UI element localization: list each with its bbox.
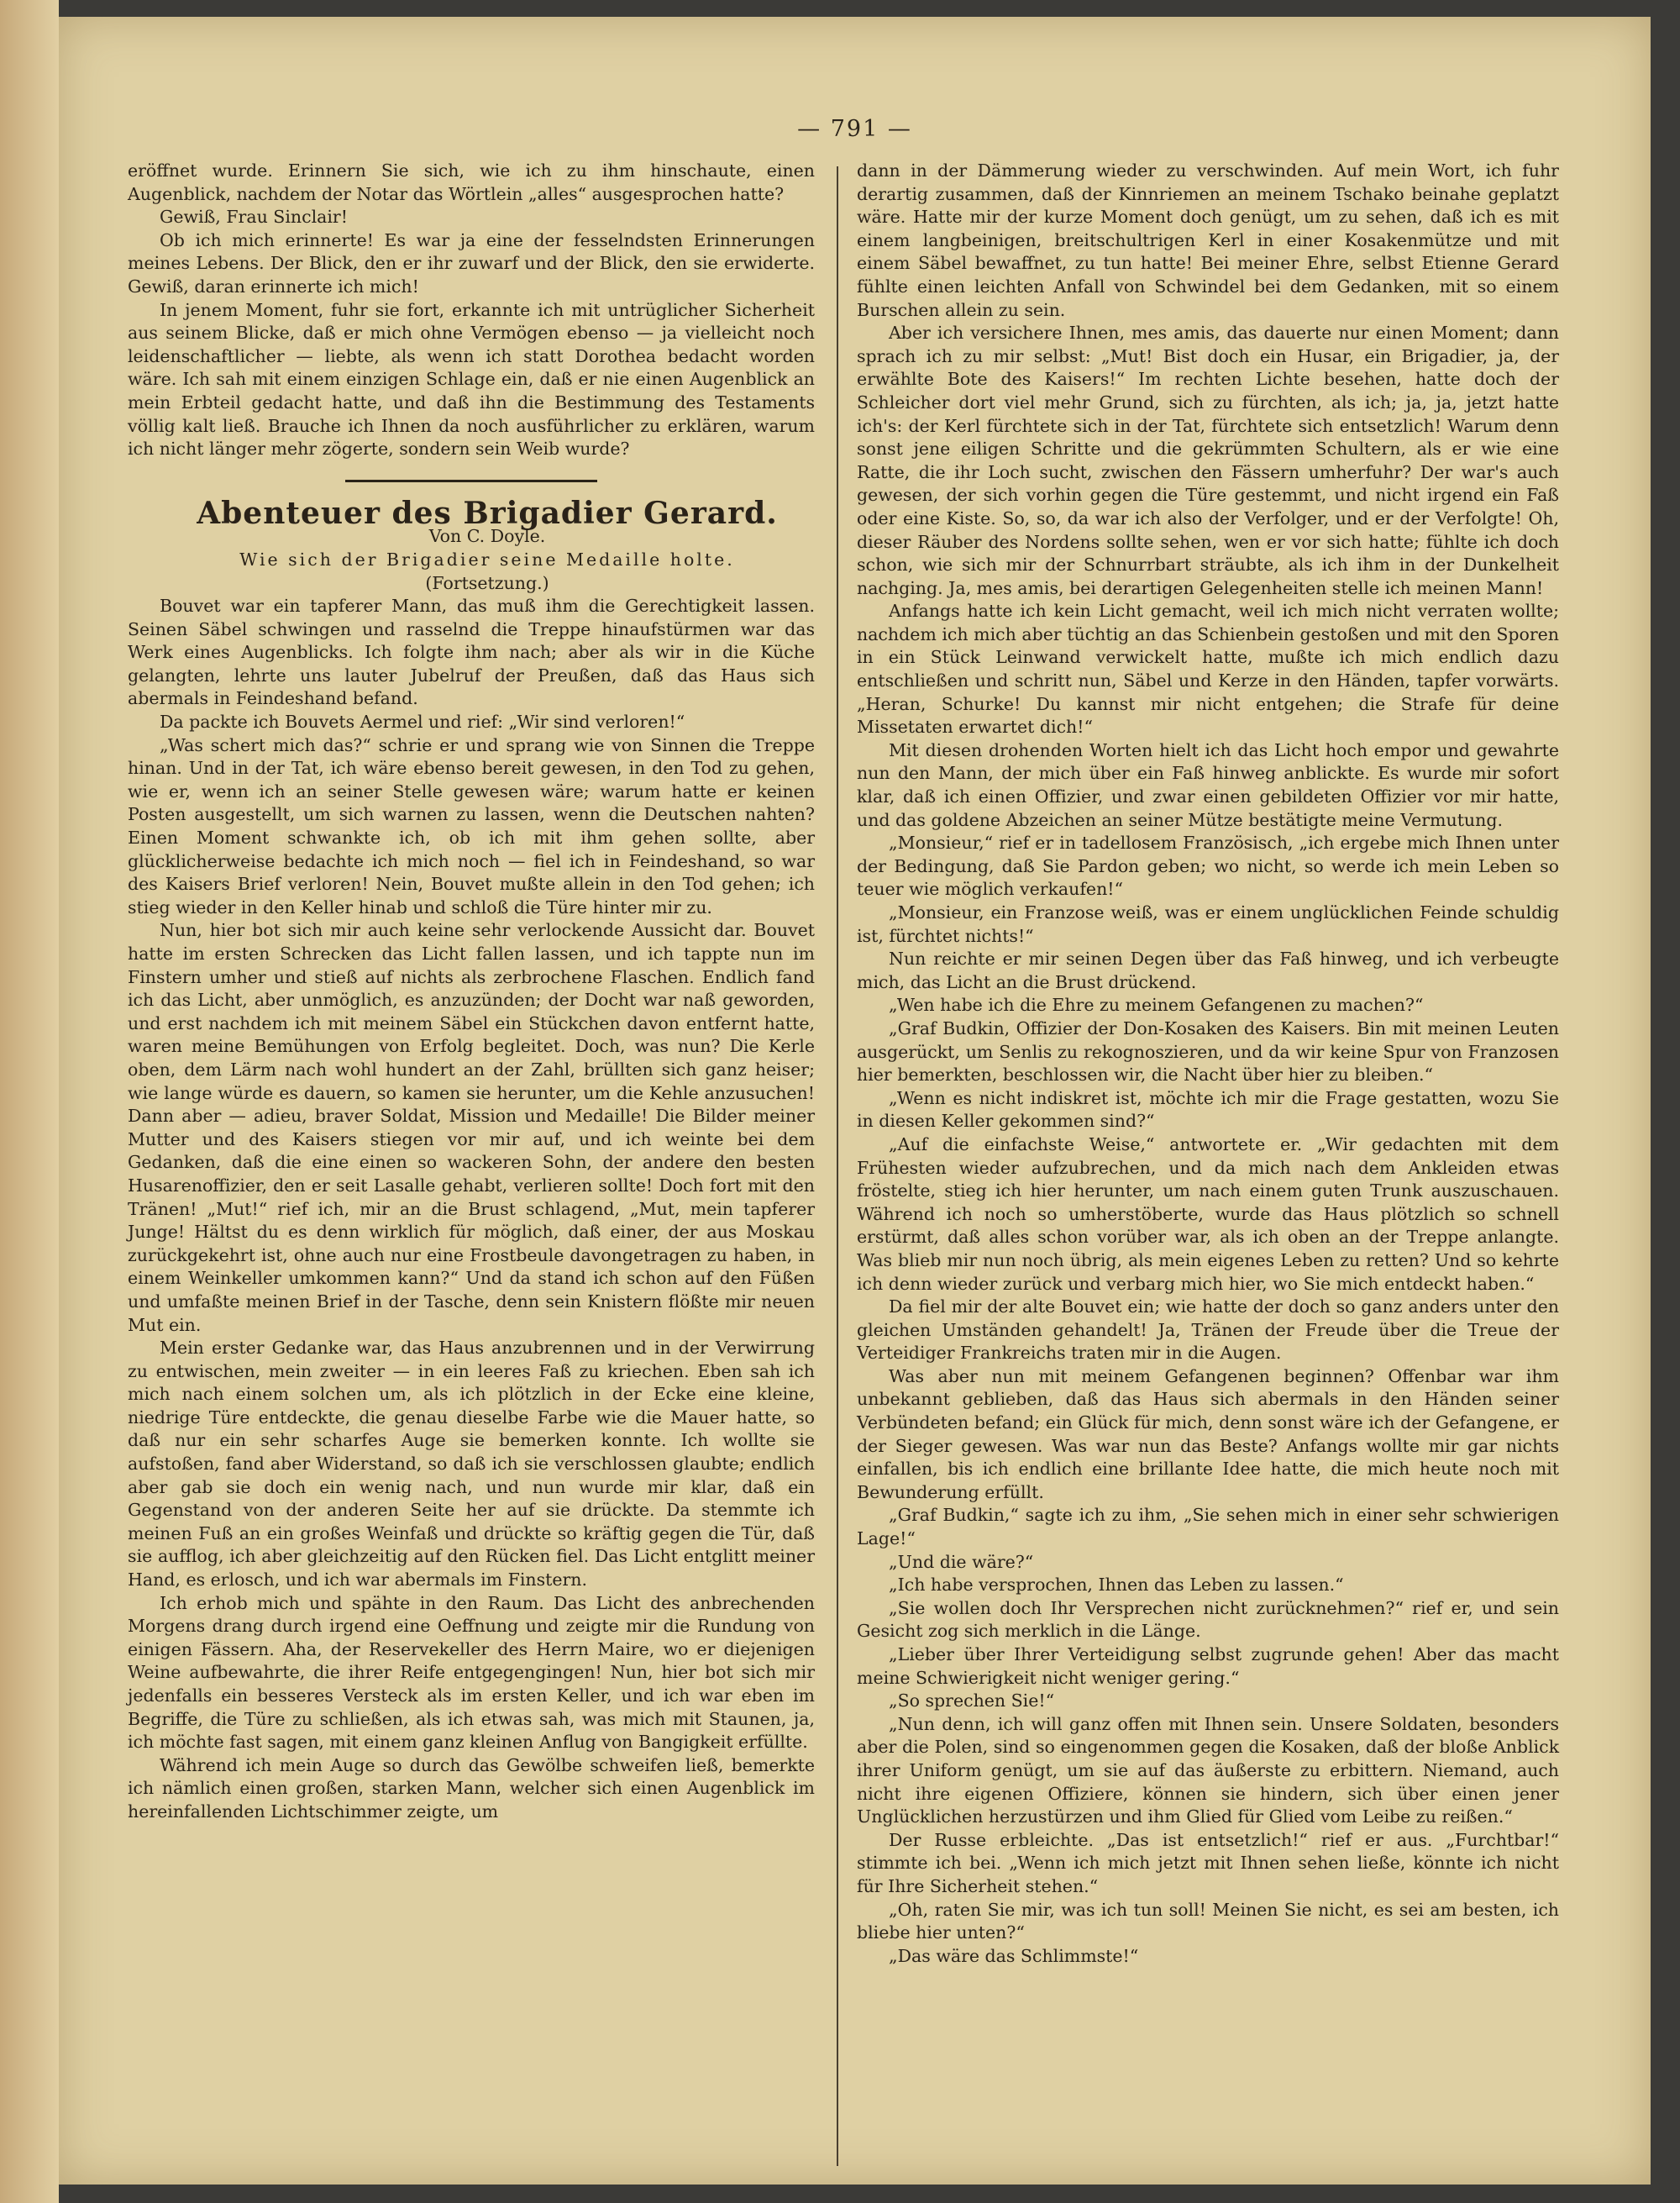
paragraph: Während ich mein Auge so durch das Gewölbe schweifen ließ, bemerkte ich nämlich einen großen, starken Mann, welcher sich einen Augenblick im hereinfallenden Lichtschimmer zeigte, um bbox=[128, 1754, 815, 1822]
paragraph: „Lieber über Ihrer Verteidigung selbst zugrunde gehen! Aber das macht meine Schwierigkeit nicht weniger gering.“ bbox=[857, 1644, 1559, 1688]
paragraph: eröffnet wurde. Erinnern Sie sich, wie ich zu ihm hinschaute, einen Augenblick, nachdem der Notar das Wörtlein „alles“ ausgesprochen hatte? bbox=[128, 160, 815, 204]
paragraph: Da packte ich Bouvets Aermel und rief: „Wir sind verloren!“ bbox=[160, 712, 685, 733]
paragraph: Da fiel mir der alte Bouvet ein; wie hatte der doch so ganz anders unter den gleichen Umständen gehandelt! Ja, Tränen der Freude über die Treue der Verteidiger Frankreichs traten mir in die Augen. bbox=[857, 1296, 1559, 1364]
page-number: — 791 — bbox=[797, 116, 912, 142]
left-column bbox=[128, 160, 815, 1824]
continuation-note: (Fortsetzung.) bbox=[425, 572, 549, 593]
paragraph: dann in der Dämmerung wieder zu verschwinden. Auf mein Wort, ich fuhr derartig zusammen, daß der Kinnriemen an meinem Tschako beinahe geplatzt wäre. Hatte mir der kurze Moment doch genügt, um zu sehen, daß ich es mit einem langbeinigen, breitschultrigen Kerl in einer Kosakenmütze und mit einem Säbel bewaffnet, zu tun hatte! Bei meiner Ehre, selbst Etienne Gerard fühlte einen leichten Anfall von Schwindel bei dem Gedanken, mit so einem Burschen allein zu sein. bbox=[857, 160, 1559, 320]
paragraph: Der Russe erbleichte. „Das ist entsetzlich!“ rief er aus. „Furchtbar!“ stimmte ich bei. „Wenn ich mich jetzt mit Ihnen sehen ließe, könnte ich nicht für Ihre Sicherheit stehen.“ bbox=[857, 1829, 1559, 1896]
paragraph: Aber ich versichere Ihnen, mes amis, das dauerte nur einen Moment; dann sprach ich zu mir selbst: „Mut! Bist doch ein Husar, ein Brigadier, ja, der erwählte Bote des Kaisers!“ Im rechten Lichte besehen, hatte doch der Schleicher dort viel mehr Grund, sich zu fürchten, als ich; ja, ja, jetzt hatte ich's: der Kerl fürchtete sich in der Tat, fürchtete sich entsetzlich! Warum denn sonst jene eiligen Schritte und die gekrümmten Schultern, als er wie eine Ratte, die ihr Loch sucht, zwischen den Fässern umherfuhr? Der war's auch gewesen, der sich vorhin gegen die Türe gestemmt, und nicht irgend ein Faß oder eine Kiste. So, so, da war ich also der Verfolger, und er der Verfolgte! Oh, dieser Räuber des Nordens sollte sehen, wen er vor sich hatte; fühlte ich doch schon, wie sich mir der Schnurrbart sträubte, als ich ihm in der Dunkelheit nachging. Ja, mes amis, bei derartigen Gelegenheiten stelle ich meinen Mann! bbox=[857, 323, 1559, 598]
paragraph: „Wen habe ich die Ehre zu meinem Gefangenen zu machen?“ bbox=[889, 995, 1424, 1016]
paragraph: Was aber nun mit meinem Gefangenen beginnen? Offenbar war ihm unbekannt geblieben, daß das Haus sich abermals in den Händen seiner Verbündeten befand; ein Glück für mich, denn sonst wäre ich der Gefangene, er der Sieger gewesen. Was war nun das Beste? Anfangs wollte mir gar nichts einfallen, bis ich endlich eine brillante Idee hatte, die mich heute noch mit Bewunderung erfüllt. bbox=[857, 1365, 1559, 1502]
paragraph: „Nun denn, ich will ganz offen mit Ihnen sein. Unsere Soldaten, besonders aber die Polen, sind so eingenommen gegen die Kosaken, daß der bloße Anblick ihrer Uniform genügt, um sie auf das äußerste zu erbittern. Niemand, auch nicht ihre eigenen Offiziere, können sie hindern, sich über einen jener Unglücklichen herzustürzen und ihm Glied für Glied vom Leibe zu reißen.“ bbox=[857, 1713, 1559, 1827]
right-column bbox=[857, 160, 1559, 1968]
paragraph: Nun, hier bot sich mir auch keine sehr verlockende Aussicht dar. Bouvet hatte im ersten Schrecken das Licht fallen lassen, und ich tappte nun im Finstern umher und stieß auf nichts als zerbrochene Flaschen. Endlich fand ich das Licht, aber unmöglich, es anzuzünden; der Docht war naß geworden, und erst nachdem ich mit meinem Säbel ein Stückchen davon entfernt hatte, waren meine Bemühungen von Erfolg begleitet. Doch, was nun? Die Kerle oben, dem Lärm nach wohl hundert an der Zahl, brüllten sich ganz heiser; wie lange würde es dauern, so kamen sie herunter, um die Kehle anzusuchen! Dann aber — adieu, braver Soldat, Mission und Medaille! Die Bilder meiner Mutter und des Kaisers stiegen vor mir auf, und ich weinte bei dem Gedanken, daß die eine einen so wackeren Sohn, der andere den besten Husarenoffizier, den er seit Lasalle gehabt, verlieren sollte! Doch fort mit den Tränen! „Mut!“ rief ich, mir an die Brust schlagend, „Mut, mein tapferer Junge! Hältst du es denn wirklich für möglich, daß einer, der aus Moskau zurückgekehrt ist, ohne auch nur eine Frostbeule davongetragen zu haben, in einem Weinkeller umkommen kann?“ Und da stand ich schon auf den Füßen und umfaßte meinen Brief in der Tasche, denn sein Knistern flößte mir neuen Mut ein. bbox=[128, 920, 815, 1335]
story-title: Abenteuer des Brigadier Gerard. bbox=[197, 495, 778, 531]
paragraph: „Monsieur, ein Franzose weiß, was er einem unglücklichen Feinde schuldig ist, fürchtet nichts!“ bbox=[857, 902, 1559, 946]
paragraph: Mein erster Gedanke war, das Haus anzubrennen und in der Verwirrung zu entwischen, mein zweiter — in ein leeres Faß zu kriechen. Eben sah ich mich nach einem solchen um, als ich plötzlich in der Ecke eine kleine, niedrige Türe entdeckte, die genau dieselbe Farbe wie die Mauer hatte, so daß nur ein sehr scharfes Auge sie bemerken konnte. Ich wollte sie aufstoßen, fand aber Widerstand, so daß ich sie verschlossen glaubte; endlich aber gab sie doch ein wenig nach, und nun wurde mir klar, daß ein Gegenstand von der anderen Seite her auf sie drückte. Da stemmte ich meinen Fuß an ein großes Weinfaß und drückte so kräftig gegen die Tür, daß sie aufflog, ich aber gleichzeitig auf den Rücken fiel. Das Licht entglitt meiner Hand, es erlosch, und ich war abermals im Finstern. bbox=[128, 1338, 815, 1590]
story-subtitle: Wie sich der Brigadier seine Medaille holte. bbox=[239, 549, 735, 570]
paragraph: „Wenn es nicht indiskret ist, möchte ich mir die Frage gestatten, wozu Sie in diesen Keller gekommen sind?“ bbox=[857, 1087, 1559, 1132]
paragraph: „Graf Budkin,“ sagte ich zu ihm, „Sie sehen mich in einer sehr schwierigen Lage!“ bbox=[857, 1505, 1559, 1549]
paragraph: „Was schert mich das?“ schrie er und sprang wie von Sinnen die Treppe hinan. Und in der Tat, ich wäre ebenso bereit gewesen, in den Tod zu gehen, wie er, wenn ich an seiner Stelle gewesen wäre; warum hatte er keinen Posten ausgestellt, um sich warnen zu lassen, wenn die Deutschen nahten? Einen Moment schwankte ich, ob ich mit ihm gehen sollte, aber glücklicherweise bedachte ich mich noch — fiel ich in Feindeshand, so war des Kaisers Brief verloren! Nein, Bouvet mußte allein in den Tod gehen; ich stieg wieder in den Keller hinab und schloß die Türe hinter mir zu. bbox=[128, 734, 815, 917]
paragraph: „So sprechen Sie!“ bbox=[889, 1690, 1055, 1711]
paragraph: Ob ich mich erinnerte! Es war ja eine der fesselndsten Erinnerungen meines Lebens. Der Blick, den er ihr zuwarf und der Blick, den sie erwiderte. Gewiß, daran erinnerte ich mich! bbox=[128, 229, 815, 297]
section-divider bbox=[345, 480, 597, 482]
paragraph: Anfangs hatte ich kein Licht gemacht, weil ich mich nicht verraten wollte; nachdem ich mich aber tüchtig an das Schienbein gestoßen und mit den Sporen in ein Stück Leinwand verwickelt hatte, mußte ich mich endlich dazu entschließen und schritt nun, Säbel und Kerze in den Händen, tapfer vorwärts. „Heran, Schurke! Du kannst mir nicht entgehen; die Strafe für deine Missetaten erwartet dich!“ bbox=[857, 601, 1559, 738]
paragraph: Nun reichte er mir seinen Degen über das Faß hinweg, und ich verbeugte mich, das Licht an die Brust drückend. bbox=[857, 949, 1559, 992]
paragraph: Bouvet war ein tapferer Mann, das muß ihm die Gerechtigkeit lassen. Seinen Säbel schwingen und rasselnd die Treppe hinaufstürmen war das Werk eines Augenblicks. Ich folgte ihm nach; aber als wir in die Küche gelangten, lehrte uns lauter Jubelruf der Preußen, daß das Haus sich abermals in Feindeshand befand. bbox=[128, 596, 815, 709]
paragraph: Gewiß, Frau Sinclair! bbox=[160, 207, 348, 228]
story-byline: Von C. Doyle. bbox=[428, 526, 546, 547]
paragraph: „Das wäre das Schlimmste!“ bbox=[889, 1945, 1139, 1966]
paragraph: „Ich habe versprochen, Ihnen das Leben zu lassen.“ bbox=[889, 1575, 1344, 1596]
paragraph: „Auf die einfachste Weise,“ antwortete er. „Wir gedachten mit dem Frühesten wieder aufzubrechen, und da mich nach dem Ankleiden etwas fröstelte, stieg ich hier herunter, um nach einem guten Trunk auszuschauen. Während ich noch so umherstöberte, wurde das Haus plötzlich so schnell erstürmt, daß alles schon vorüber war, als ich oben an der Treppe anlangte. Was blieb mir nun noch übrig, als mein eigenes Leben zu retten? Und so kehrte ich denn wieder zurück und verbarg mich hier, wo Sie mich entdeckt haben.“ bbox=[857, 1133, 1559, 1294]
paragraph: „Sie wollen doch Ihr Versprechen nicht zurücknehmen?“ rief er, und sein Gesicht zog sich merklich in die Länge. bbox=[857, 1597, 1559, 1642]
paragraph: „Graf Budkin, Offizier der Don-Kosaken des Kaisers. Bin mit meinen Leuten ausgerückt, um Senlis zu rekognoszieren, und da wir keine Spur von Franzosen hier bemerkten, beschlossen wir, die Nacht über hier zu bleiben.“ bbox=[857, 1017, 1559, 1086]
paragraph: „Monsieur,“ rief er in tadellosem Französisch, „ich ergebe mich Ihnen unter der Bedingung, daß Sie Pardon geben; wo nicht, so werde ich mein Leben so teuer wie möglich verkaufen!“ bbox=[857, 833, 1559, 900]
paragraph: In jenem Moment, fuhr sie fort, erkannte ich mit untrüglicher Sicherheit aus seinem Blicke, daß er mich ohne Vermögen ebenso — ja vielleicht noch leidenschaftlicher — liebte, als wenn ich statt Dorothea bedacht worden wäre. Ich sah mit einem einzigen Schlage ein, daß er nie einen Augenblick an mein Erbteil gedacht hatte, und daß ihn die Bestimmung des Testaments völlig kalt ließ. Brauche ich Ihnen da noch ausführlicher zu erklären, warum ich nicht länger mehr zögerte, sondern sein Weib wurde? bbox=[128, 299, 815, 460]
paragraph: Mit diesen drohenden Worten hielt ich das Licht hoch empor und gewahrte nun den Mann, der mich über ein Faß hinweg anblickte. Es wurde mir sofort klar, daß ich einen Offizier, und zwar einen gebildeten Offizier vor mir hatte, und das goldene Abzeichen an seiner Mütze bestätigte meine Vermutung. bbox=[857, 739, 1559, 830]
paragraph: „Oh, raten Sie mir, was ich tun soll! Meinen Sie nicht, es sei am besten, ich bliebe hier unten?“ bbox=[857, 1899, 1559, 1943]
paragraph: „Und die wäre?“ bbox=[889, 1551, 1034, 1572]
book-spine bbox=[0, 0, 59, 2203]
column-divider bbox=[837, 166, 838, 2166]
paragraph: Ich erhob mich und spähte in den Raum. Das Licht des anbrechenden Morgens drang durch irgend eine Oeffnung und zeigte mir die Rundung von einigen Fässern. Aha, der Reservekeller des Herrn Maire, wo er diejenigen Weine aufbewahrte, die ihrer Reife entgegengingen! Nun, hier bot sich mir jedenfalls ein besseres Versteck als im ersten Keller, und ich war eben im Begriffe, die Türe zu schließen, als ich etwas sah, was mich mit Staunen, ja, ich möchte fast sagen, mit einem ganz kleinen Anflug von Bangigkeit erfüllte. bbox=[128, 1592, 815, 1753]
